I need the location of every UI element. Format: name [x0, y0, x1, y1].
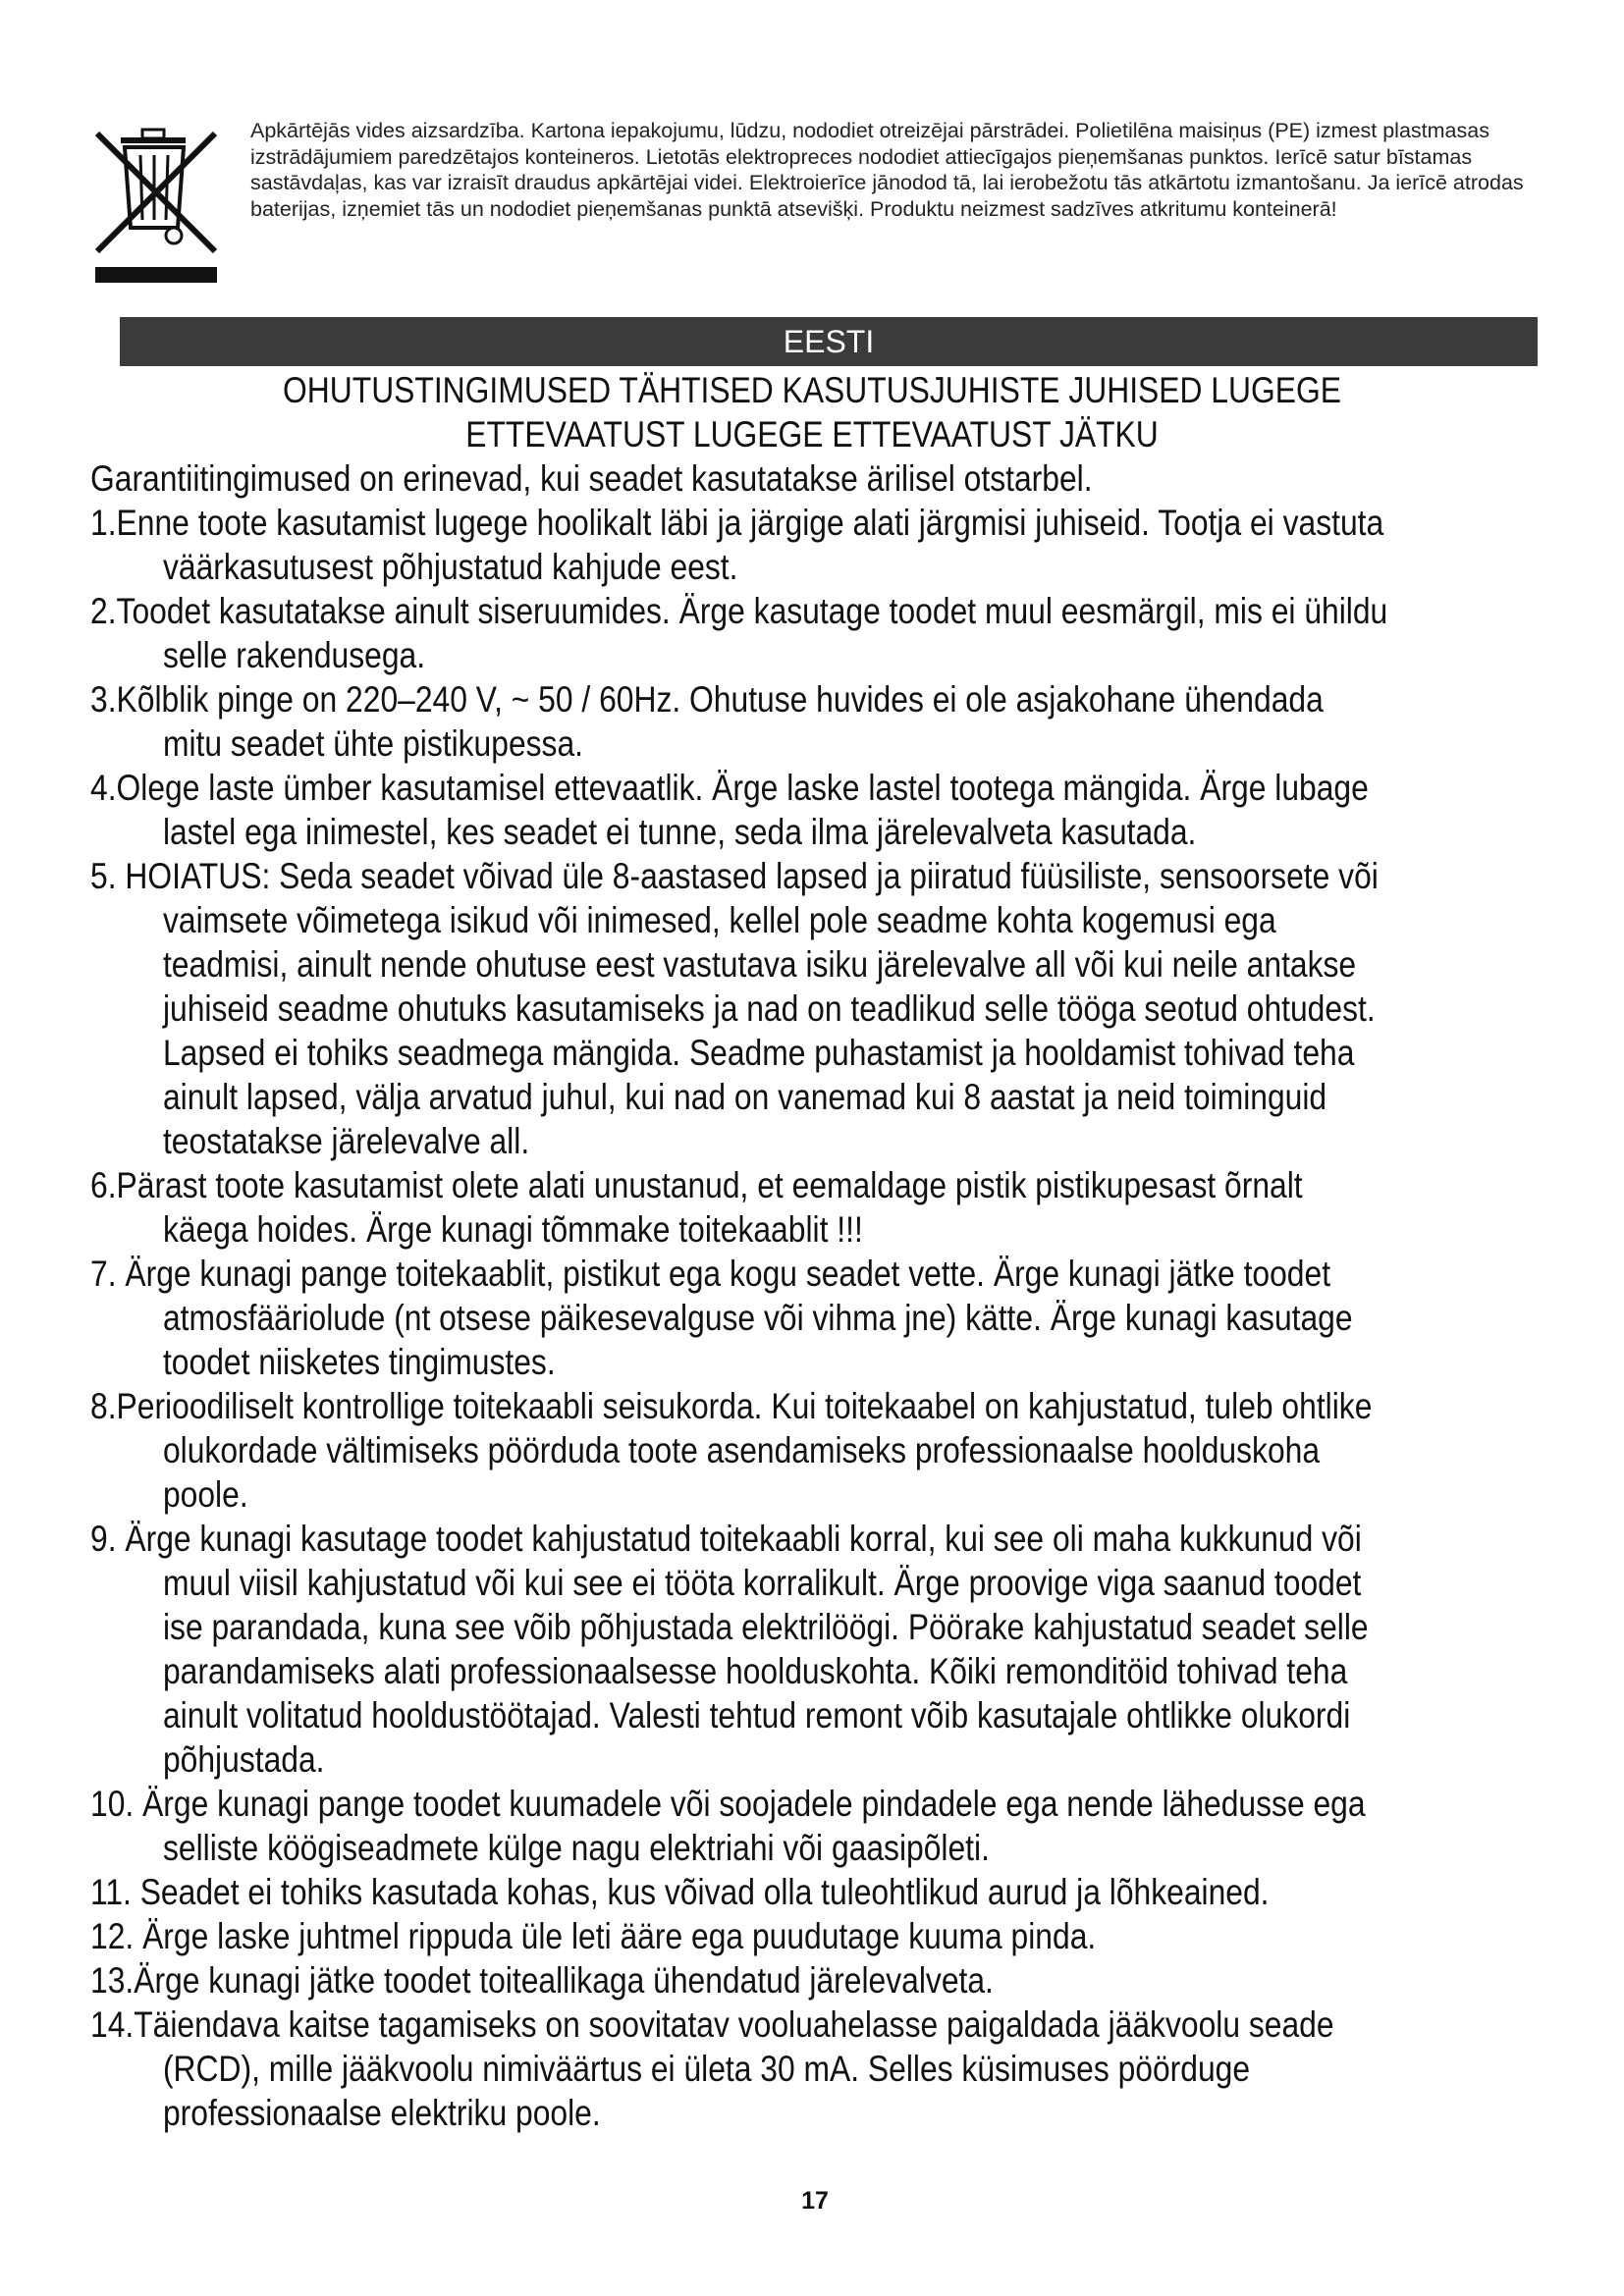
safety-rule: 4.Olege laste ümber kasutamisel ettevaatlik. Ärge laske lastel tootega mängida. Ärge lubage lastel ega inimestel, kes seadet ei tunne, seda ilma järelevalveta kasutada. — [90, 768, 1369, 852]
safety-heading — [248, 368, 1375, 456]
page-number: 17 — [801, 2187, 829, 2215]
recycling-notice — [93, 118, 1546, 275]
safety-heading-line: OHUTUSTINGIMUSED TÄHTISED KASUTUSJUHISTE JUHISED LUGEGE — [283, 370, 1341, 410]
warranty-note: Garantiitingimused on erinevad, kui seadet kasutatakse ärilisel otstarbel. — [90, 458, 1093, 499]
safety-rule: 8.Perioodiliselt kontrollige toitekaabli seisukorda. Kui toitekaabel on kahjustatud, tuleb ohtlike olukordade vältimiseks pöörduda toote asendamiseks professionaalse hoolduskoha poole. — [90, 1386, 1373, 1515]
safety-rule: 6.Pärast toote kasutamist olete alati unustanud, et eemaldage pistik pistikupesast õrnalt käega hoides. Ärge kunagi tõmmake toitekaablit !!! — [90, 1165, 1303, 1250]
safety-rule: 5. HOIATUS: Seda seadet võivad üle 8-aastased lapsed ja piiratud füüsiliste, sensoorsete või vaimsete võimetega isikud või inimesed, kellel pole seadme kohta kogemusi ega teadmisi, ainult nende ohutuse eest vastutava isiku järelevalve all või kui neile antakse juhiseid seadme ohutuks kasutamiseks ja nad on teadlikud selle tööga seotud ohtudest. Lapsed ei tohiks seadmega mängida. Seadme puhastamist ja hooldamist tohivad teha ainult lapsed, välja arvatud juhul, kui nad on vanemad kui 8 aastat ja neid toiminguid teostatakse järelevalve all. — [90, 856, 1379, 1161]
safety-rule: 2.Toodet kasutatakse ainult siseruumides. Ärge kasutage toodet muul eesmärgil, mis ei ühildu selle rakendusega. — [90, 591, 1388, 675]
crossed-out-wheelie-bin-icon — [93, 126, 219, 283]
safety-heading-line: ETTEVAATUST LUGEGE ETTEVAATUST JÄTKU — [465, 414, 1159, 454]
safety-rule: 14.Täiendava kaitse tagamiseks on soovitatav vooluahelasse paigaldada jääkvoolu seade (RCD), mille jääkvoolu nimiväärtus ei ületa 30 mA. Selles küsimuses pöörduge professionaalse elektriku poole. — [90, 2004, 1334, 2133]
safety-rules-list — [90, 501, 1390, 2135]
safety-rule: 12. Ärge laske juhtmel rippuda üle leti ääre ega puudutage kuuma pinda. — [90, 1916, 1097, 1956]
safety-rule: 9. Ärge kunagi kasutage toodet kahjustatud toitekaabli korral, kui see oli maha kukkunud või muul viisil kahjustatud või kui see ei tööta korralikult. Ärge proovige viga saanud toodet ise parandada, kuna see võib põhjustada elektrilöögi. Pöörake kahjustatud seadet selle parandamiseks alati professionaalsesse hoolduskohta. Kõiki remonditöid tohivad teha ainult volitatud hooldustöötajad. Valesti tehtud remont võib kasutajale ohtlikke olukordi põhjustada. — [90, 1519, 1369, 1780]
recycling-text: Apkārtējās vides aizsardzība. Kartona iepakojumu, lūdzu, nododiet otreizējai pārstrādei. Polietilēna maisiņus (PE) izmest plastmasas izstrādājumiem paredzētajos konteineros. Lietotās elektropreces nododiet attiecīgajos pieņemšanas punktos. Ierīcē satur bīstamas sastāvdaļas, kas var izraisīt draudus apkārtējai videi. Elektroierīce jānodod tā, lai ierobežotu tās atkārtotu izmantošanu. Ja ierīcē atrodas baterijas, izņemiet tās un nododiet pieņemšanas punktā atsevišķi. Produktu neizmest sadzīves atkritumu konteinerā! — [250, 119, 1524, 221]
safety-rule: 10. Ärge kunagi pange toodet kuumadele või soojadele pindadele ega nende lähedusse ega selliste köögiseadmete külge nagu elektriahi või gaasipõleti. — [90, 1784, 1366, 1868]
safety-rule: 11. Seadet ei tohiks kasutada kohas, kus võivad olla tuleohtlikud aurud ja lõhkeained. — [90, 1872, 1270, 1912]
safety-rule: 7. Ärge kunagi pange toitekaablit, pistikut ega kogu seadet vette. Ärge kunagi jätke toodet atmosfääriolude (nt otsese päikesevalguse või vihma jne) kätte. Ärge kunagi kasutage toodet niisketes tingimustes. — [90, 1254, 1353, 1382]
safety-rule: 13.Ärge kunagi jätke toodet toiteallikaga ühendatud järelevalveta. — [90, 1960, 994, 2001]
safety-rule: 3.Kõlblik pinge on 220–240 V, ~ 50 / 60Hz. Ohutuse huvides ei ole asjakohane ühendada mitu seadet ühte pistikupessa. — [90, 679, 1324, 764]
language-banner: EESTI — [120, 317, 1538, 366]
safety-rule: 1.Enne toote kasutamist lugege hoolikalt läbi ja järgige alati järgmisi juhiseid. Tootja ei vastuta väärkasutusest põhjustatud kahjude eest. — [90, 503, 1384, 587]
